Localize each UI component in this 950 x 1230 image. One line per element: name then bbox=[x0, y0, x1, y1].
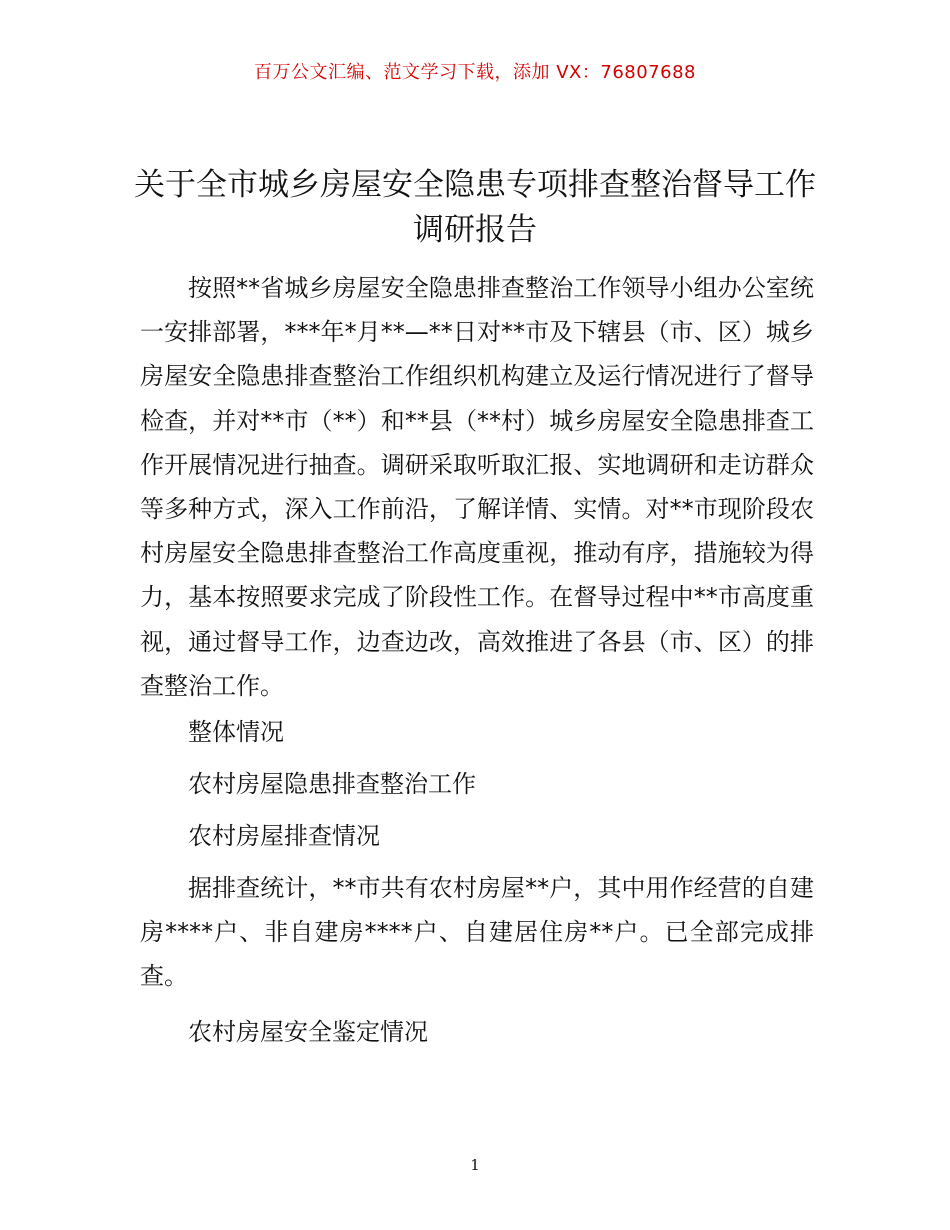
document-title: 关于全市城乡房屋安全隐患专项排查整治督导工作调研报告 bbox=[134, 167, 816, 248]
statistics-paragraph: 据排查统计，**市共有农村房屋**户，其中用作经营的自建房****户、非自建房****户、自建居住房**户。已全部完成排查。 bbox=[140, 874, 814, 991]
intro-paragraph: 按照**省城乡房屋安全隐患排查整治工作领导小组办公室统一安排部署，***年*月**—**日对**市及下辖县（市、区）城乡房屋安全隐患排查整治工作组织机构建立及运行情况进行了督导检查，并对**市（**）和**县（**村）城乡房屋安全隐患排查工作开展情况进行抽查。调研采取听取汇报、实地调研和走访群众等多种方式，深入工作前沿，了解详情、实情。对**市现阶段农村房屋安全隐患排查整治工作高度重视，推动有序，措施较为得力，基本按照要求完成了阶段性工作。在督导过程中**市高度重视，通过督导工作，边查边改，高效推进了各县（市、区）的排查整治工作。 bbox=[140, 274, 814, 700]
page-number: 1 bbox=[470, 1156, 480, 1174]
section-heading-rural-check: 农村房屋排查情况 bbox=[188, 822, 380, 850]
section-heading-overall: 整体情况 bbox=[188, 718, 284, 746]
section-heading-rural-work: 农村房屋隐患排查整治工作 bbox=[188, 770, 476, 798]
section-heading-appraisal: 农村房屋安全鉴定情况 bbox=[188, 1018, 428, 1046]
header-contact-note: 百万公文汇编、范文学习下载，添加 VX：76807688 bbox=[254, 62, 696, 83]
